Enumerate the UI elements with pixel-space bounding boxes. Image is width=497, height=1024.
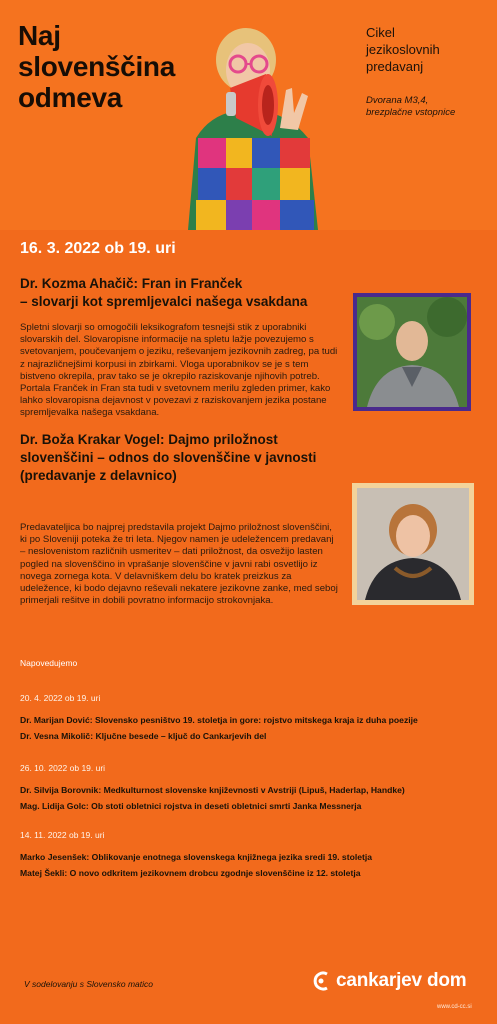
lecture-1-description: Spletni slovarji so omogočili leksikografom tesnejši stik z uporabniki slovarskih del. Slovaropisne informacije na spletu lažje povezujemo s svetovanjem, poučevanjem o jeziku, reševanjem jezikovnih zadreg, pa tudi z najrazličnejšimi korpusi in zbirkami. Vloga uporabnikov se je s tem bistveno okrepila, prav tako se je okrepilo raziskovanje njihovih potreb. Portala Franček in Fran sta tudi v svetovnem merilu zgleden primer, kako lahko slovaropisna dejavnost v povezavi z raziskovanjem jezika postane spremljevalka našega vsakdana. [20,322,338,419]
upcoming-lecture: Matej Šekli: O novo odkritem jezikovnem drobcu zgodnje slovenščine iz 12. stoletja [20,868,361,878]
upcoming-lecture: Marko Jesenšek: Oblikovanje enotnega slovenskega knjižnega jezika sredi 19. stoletja [20,852,373,862]
speaker-2-portrait [352,483,474,605]
upcoming-lecture: Dr. Vesna Mikolič: Ključne besede – ključ do Cankarjevih del [20,731,267,741]
lecture-2-title: Dr. Boža Krakar Vogel: Dajmo priložnost slovenščini – odnos do slovenščine v javnosti (predavanje z delavnico) [20,432,317,483]
poster-title [18,20,175,113]
title-line: odmeva [18,82,123,113]
upcoming-lecture: Dr. Silvija Borovnik: Medkulturnost slovenske književnosti v Avstriji (Lipuš, Haderlap, Handke) [20,785,405,795]
title-line: Naj [18,20,61,51]
lecture-cycle-label: Cikel jezikoslovnih predavanj [366,25,440,74]
brand-mark-icon [312,970,330,992]
lecture-2-description: Predavateljica bo najprej predstavila projekt Dajmo priložnost slovenščini, ki po Sloveniji poteka že tri leta. Njegov namen je udeležencem predavanj – neslovenistom različnih usmeritev – dati priložnost, da osvežijo lasten pogled na slovenščino in vprašanje slovenščine v javni rabi osvetlijo iz novega zornega kota. V delavniškem delu bo kratek preizkus za udeležence, ki bodo dejavno reševali nekatere jezikovne zanke, med seboj primerjali rešitve in dobili povratno informacijo strokovnjaka. [20,522,338,607]
event-date: 16. 3. 2022 ob 19. uri [20,240,176,257]
upcoming-lecture: Mag. Lidija Golc: Ob stoti obletnici rojstva in deseti obletnici smrti Janka Messnerja [20,801,362,811]
website-url: www.cd-cc.si [437,1004,472,1010]
upcoming-date: 14. 11. 2022 ob 19. uri [20,830,105,840]
upcoming-date: 26. 10. 2022 ob 19. uri [20,763,106,773]
woman-with-megaphone-photo [168,18,368,230]
lecture-1-title: Dr. Kozma Ahačič: Fran in Franček – slovarji kot spremljevalci našega vsakdana [20,276,308,309]
speaker-1-portrait [353,293,471,411]
upcoming-date: 20. 4. 2022 ob 19. uri [20,693,101,703]
hero-banner [0,0,497,230]
partner-note: V sodelovanju s Slovensko matico [24,979,153,989]
upcoming-section [20,693,418,744]
venue-info: Dvorana M3,4, brezplačne vstopnice [366,95,456,118]
upcoming-lecture: Dr. Marijan Dović: Slovensko pesništvo 19. stoletja in gore: rojstvo mitskega kraja iz duha poezije [20,715,418,725]
announcements-heading: Napovedujemo [20,658,78,668]
cankarjev-dom-logo [312,970,466,992]
title-line: slovenščina [18,51,176,82]
upcoming-section [20,763,405,814]
upcoming-section [20,830,372,881]
brand-name: cankarjev dom [336,970,467,991]
